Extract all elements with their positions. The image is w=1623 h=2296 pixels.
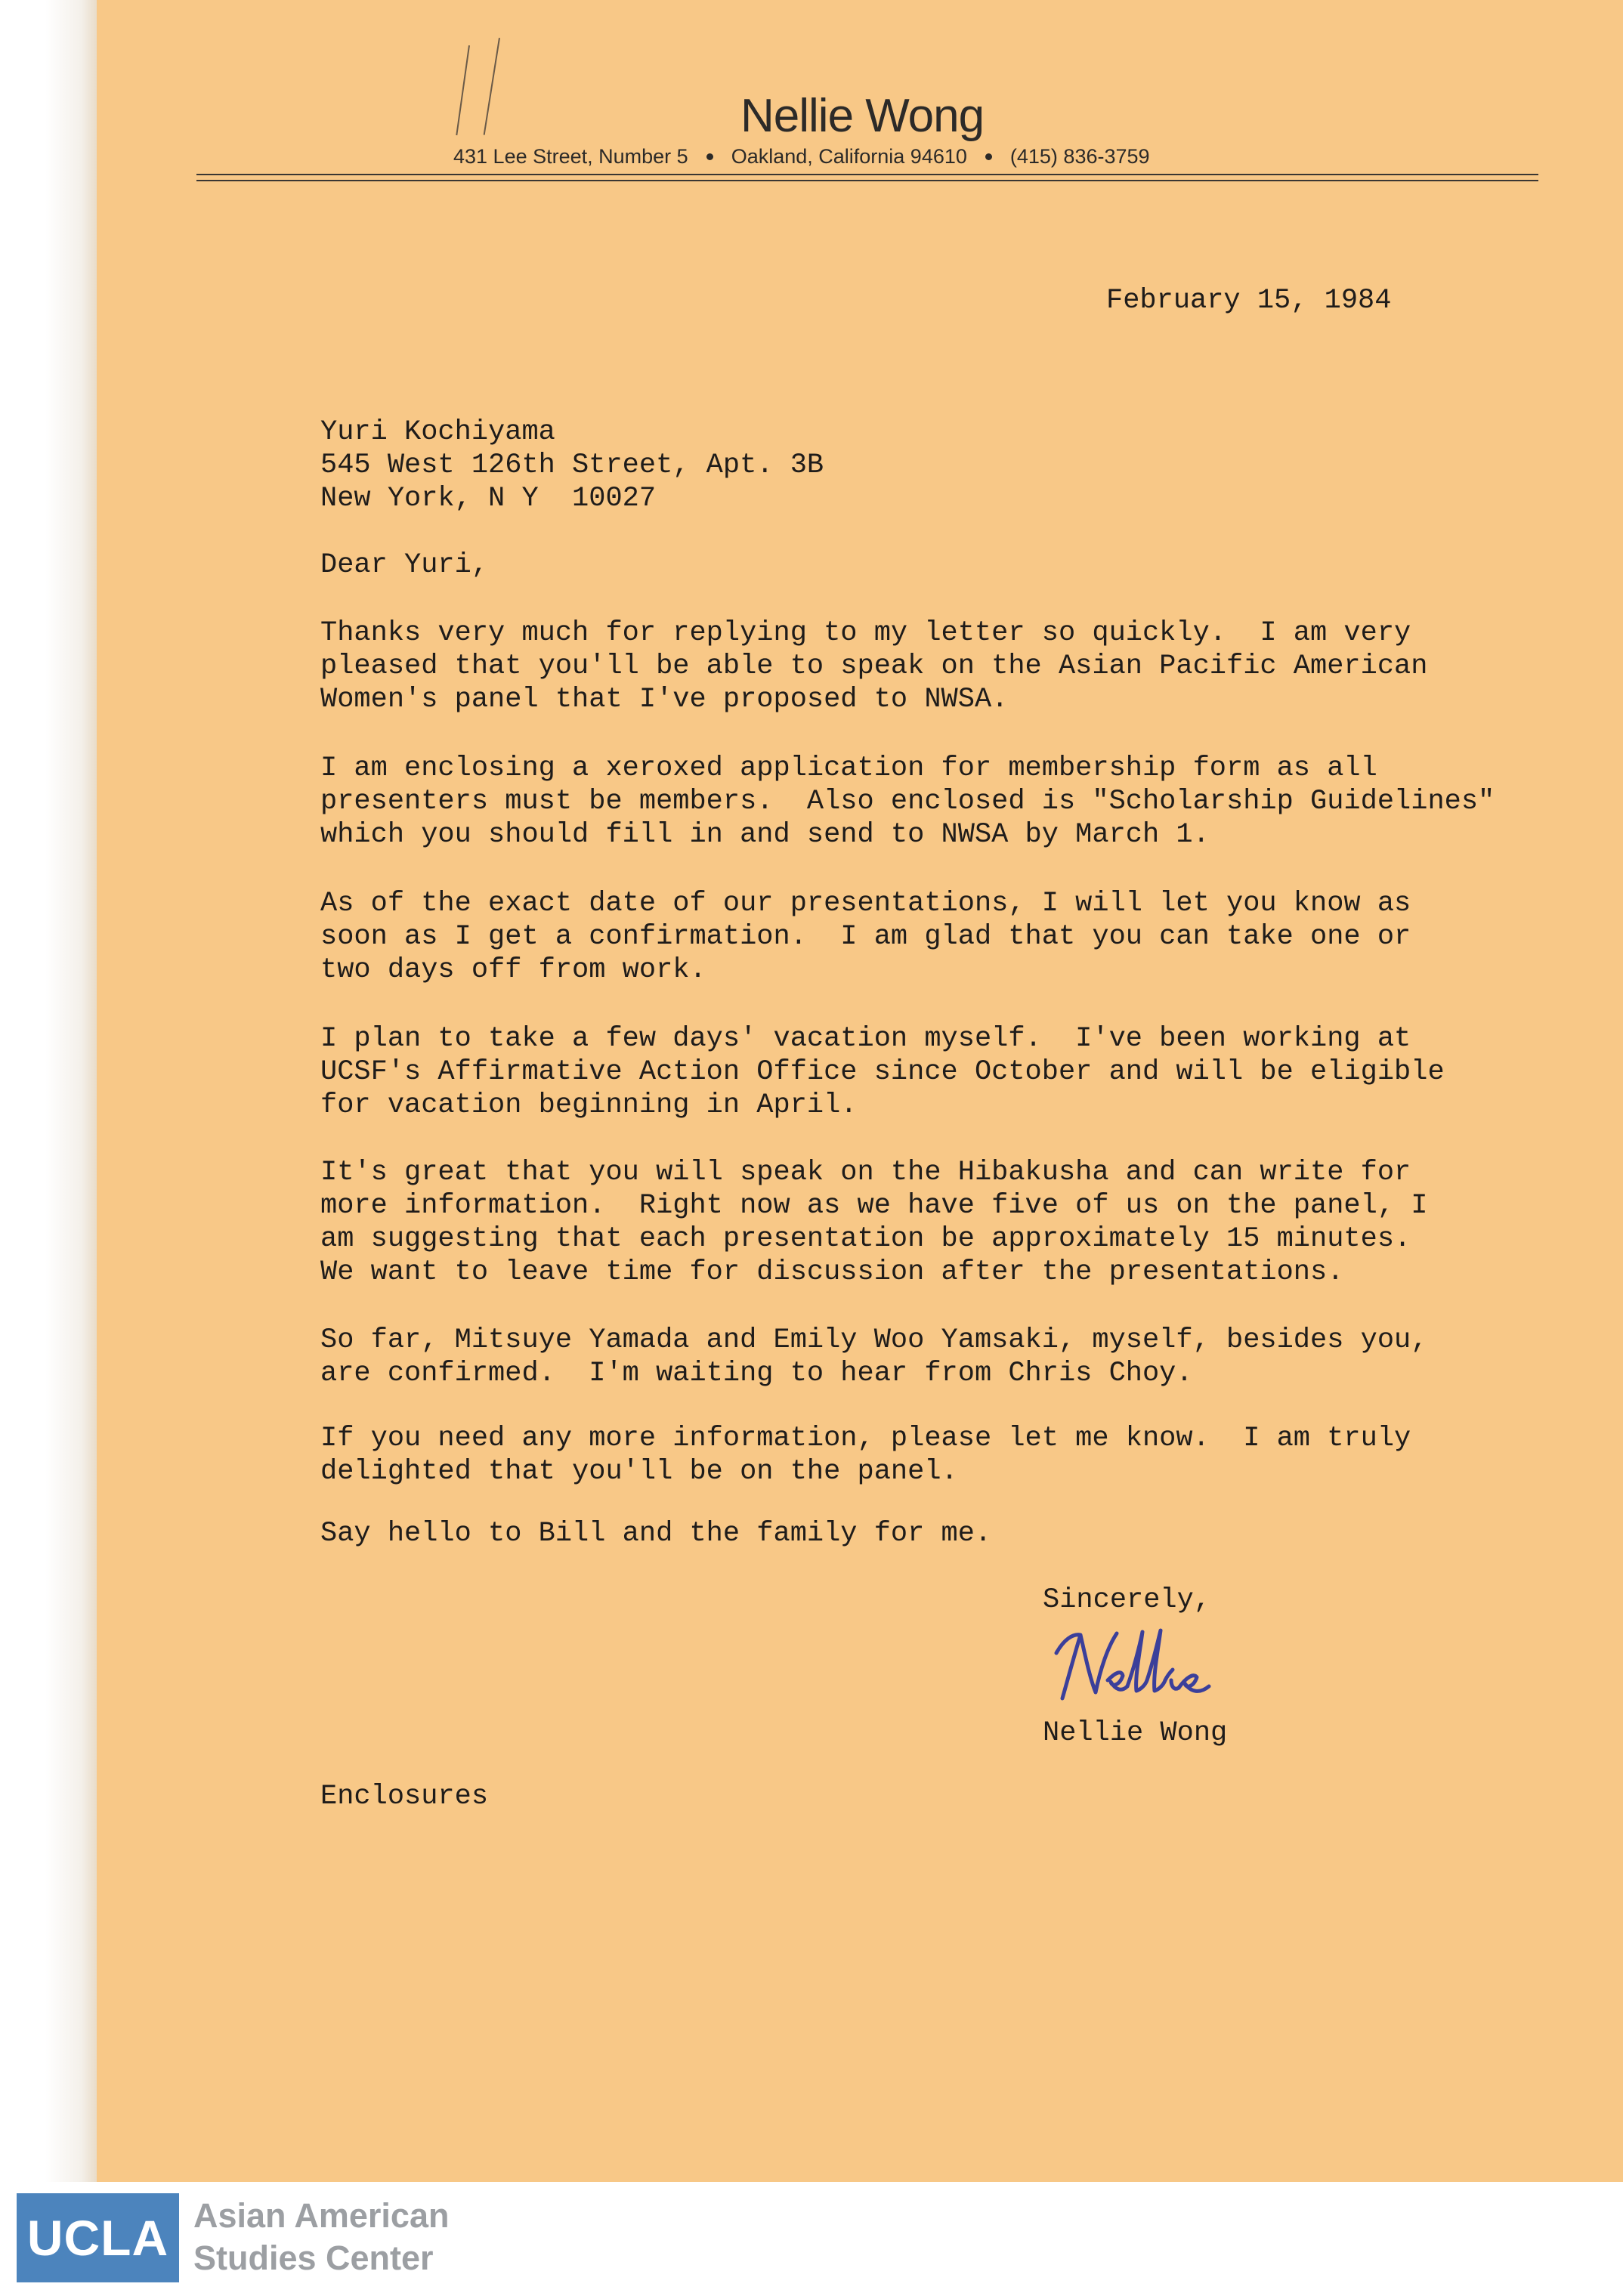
body-line: am suggesting that each presentation be approximately 15 minutes.: [320, 1223, 1411, 1255]
letterhead-rule-top: [196, 174, 1538, 175]
body-line: We want to leave time for discussion after the presentations.: [320, 1256, 1344, 1288]
body-line: Say hello to Bill and the family for me.: [320, 1518, 992, 1550]
recipient-street: 545 West 126th Street, Apt. 3B: [320, 450, 824, 481]
recipient-city: New York, N Y 10027: [320, 483, 657, 515]
ucla-logo: UCLA: [17, 2193, 179, 2282]
body-line: UCSF's Affirmative Action Office since October and will be eligible: [320, 1056, 1445, 1088]
body-line: soon as I get a confirmation. I am glad that you can take one or: [320, 921, 1411, 953]
recipient-address: [320, 416, 824, 515]
body-paragraph-7: [320, 1422, 1411, 1488]
salutation: Dear Yuri,: [320, 549, 489, 581]
body-line: more information. Right now as we have five of us on the panel, I: [320, 1190, 1428, 1222]
scan-edge-shadow: [45, 0, 97, 2182]
body-line: If you need any more information, please let me know. I am truly: [320, 1423, 1411, 1454]
bullet-separator: [706, 153, 713, 160]
enclosures-note: Enclosures: [320, 1781, 489, 1812]
body-line: I plan to take a few days' vacation myself. I've been working at: [320, 1023, 1411, 1055]
body-paragraph-1: [320, 616, 1427, 716]
body-paragraph-3: [320, 887, 1411, 987]
letterhead-city: Oakland, California 94610: [731, 145, 967, 168]
body-line: which you should fill in and send to NWSA by March 1.: [320, 819, 1210, 851]
handwritten-signature: [1043, 1617, 1216, 1715]
body-line: As of the exact date of our presentations, I will let you know as: [320, 888, 1411, 919]
body-line: presenters must be members. Also enclosed is "Scholarship Guidelines": [320, 786, 1495, 817]
letterhead-phone: (415) 836-3759: [1009, 145, 1150, 168]
org-name-line-1: Asian American: [193, 2196, 450, 2235]
body-paragraph-2: [320, 752, 1495, 851]
body-paragraph-5: [320, 1156, 1427, 1289]
letterhead-name: Nellie Wong: [740, 90, 985, 142]
body-paragraph-4: [320, 1022, 1445, 1122]
body-line: for vacation beginning in April.: [320, 1089, 858, 1121]
body-line: It's great that you will speak on the Hibakusha and can write for: [320, 1157, 1411, 1188]
body-line: Thanks very much for replying to my letter so quickly. I am very: [320, 617, 1411, 649]
body-line: delighted that you'll be on the panel.: [320, 1456, 958, 1488]
letter-date: February 15, 1984: [1106, 285, 1392, 317]
bullet-separator: [985, 153, 992, 160]
body-line: So far, Mitsuye Yamada and Emily Woo Yamsaki, myself, besides you,: [320, 1324, 1428, 1356]
recipient-name: Yuri Kochiyama: [320, 416, 555, 448]
closing: Sincerely,: [1043, 1584, 1211, 1616]
body-paragraph-8: [320, 1517, 991, 1550]
org-name-line-2: Studies Center: [193, 2239, 434, 2277]
body-line: pleased that you'll be able to speak on the Asian Pacific American: [320, 650, 1428, 682]
letterhead-address: [453, 145, 1150, 168]
letterhead-rule-bottom: [196, 180, 1538, 181]
letterhead-street: 431 Lee Street, Number 5: [453, 145, 688, 168]
body-paragraph-6: [320, 1324, 1427, 1390]
body-line: are confirmed. I'm waiting to hear from Chris Choy.: [320, 1358, 1193, 1389]
signed-name: Nellie Wong: [1043, 1717, 1228, 1749]
org-name: [193, 2195, 449, 2279]
body-line: I am enclosing a xeroxed application for membership form as all: [320, 752, 1377, 784]
body-line: two days off from work.: [320, 954, 706, 986]
body-line: Women's panel that I've proposed to NWSA.: [320, 684, 1009, 715]
